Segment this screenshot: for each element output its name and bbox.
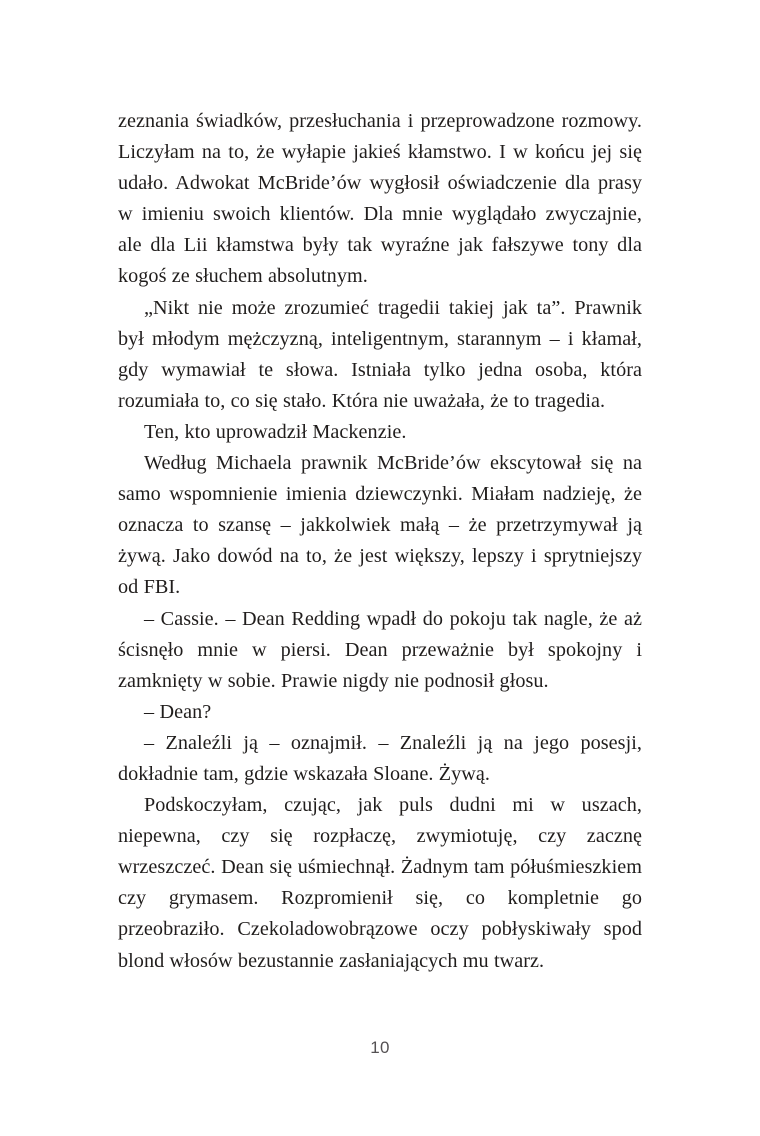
page-number: 10 bbox=[370, 1038, 390, 1057]
paragraph: – Cassie. – Dean Redding wpadł do pokoju tak nagle, że aż ścisnęło mnie w piersi. Dean przeważnie był spokojny i zamknięty w sobie. Prawie nigdy nie podnosił głosu. bbox=[118, 607, 642, 692]
paragraph: Ten, kto uprowadził Mackenzie. bbox=[144, 420, 407, 443]
body-text-block bbox=[118, 106, 642, 977]
paragraph: – Znaleźli ją – oznajmił. – Znaleźli ją na jego posesji, dokładnie tam, gdzie wskazała Sloane. Żywą. bbox=[118, 731, 642, 785]
paragraph: Według Michaela prawnik McBride’ów ekscytował się na samo wspomnienie imienia dziewczynki. Miałam nadzieję, że oznacza to szansę – jakkolwiek małą – że przetrzymywał ją żywą. Jako dowód na to, że jest większy, lepszy i sprytniejszy od FBI. bbox=[118, 452, 642, 599]
paragraph: „Nikt nie może zrozumieć tragedii takiej jak ta”. Prawnik był młodym mężczyzną, inteligentnym, starannym – i kłamał, gdy wymawiał te słowa. Istniała tylko jedna osoba, która rozumiała to, co się stało. Która nie uważała, że to tragedia. bbox=[118, 296, 642, 412]
paragraph: Podskoczyłam, czując, jak puls dudni mi w uszach, niepewna, czy się rozpłaczę, zwymiotuję, czy zacznę wrzeszczeć. Dean się uśmiechnął. Żadnym tam półuśmieszkiem czy grymasem. Rozpromienił się, co kompletnie go przeobraziło. Czekoladowobrązowe oczy pobłyskiwały spod blond włosów bezustannie zasłaniających mu twarz. bbox=[118, 794, 642, 972]
paragraph: – Dean? bbox=[144, 700, 212, 723]
paragraph: zeznania świadków, przesłuchania i przeprowadzone rozmowy. Liczyłam na to, że wyłapie jakieś kłamstwo. I w końcu jej się udało. Adwokat McBride’ów wygłosił oświadczenie dla prasy w imieniu swoich klientów. Dla mnie wyglądało zwyczajnie, ale dla Lii kłamstwa były tak wyraźne jak fałszywe tony dla kogoś ze słuchem absolutnym. bbox=[118, 110, 642, 288]
